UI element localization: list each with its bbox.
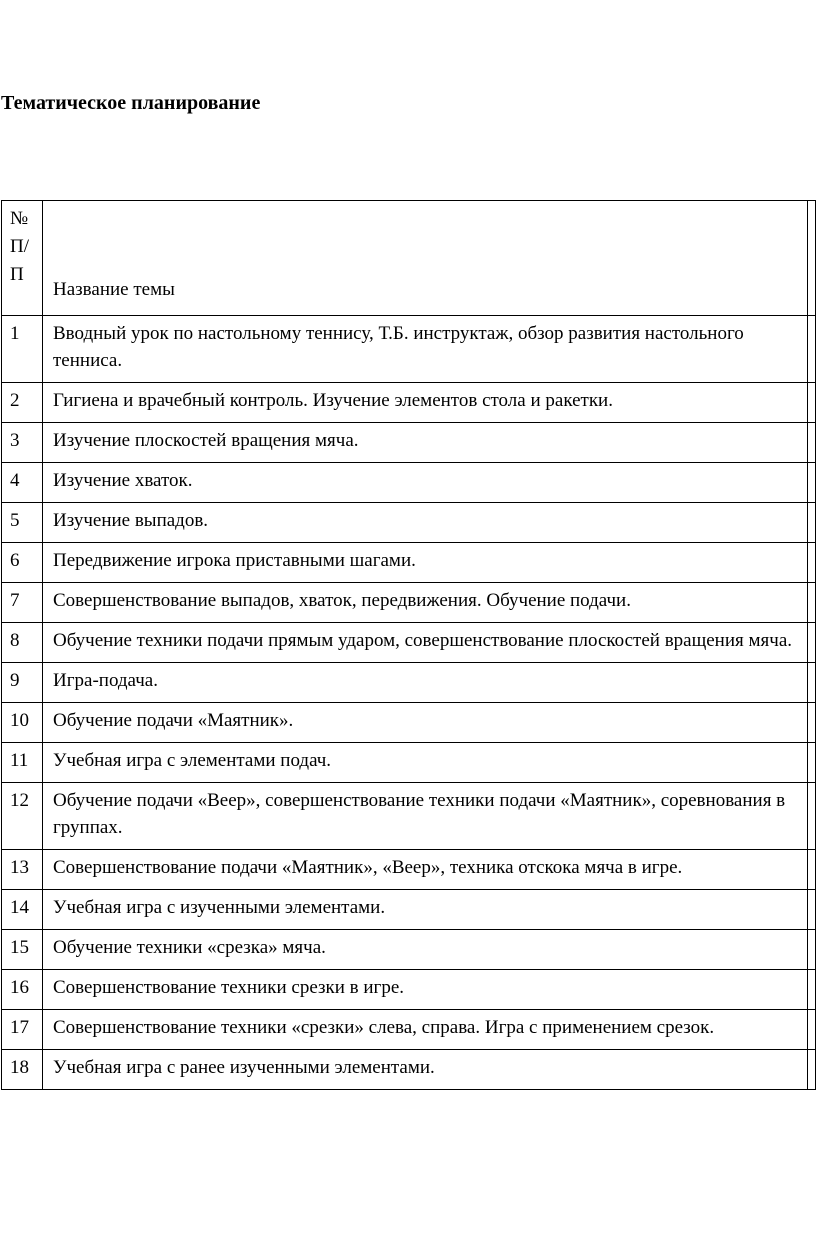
row-extra-cell bbox=[808, 383, 816, 423]
row-extra-cell bbox=[808, 890, 816, 930]
header-number-line2: П/ bbox=[10, 236, 29, 257]
row-extra-cell bbox=[808, 743, 816, 783]
header-number-sign: № bbox=[10, 208, 29, 229]
table-row bbox=[2, 623, 816, 663]
row-number-cell: 13 bbox=[2, 850, 43, 890]
row-extra-cell bbox=[808, 623, 816, 663]
table-row bbox=[2, 316, 816, 383]
row-topic-cell: Совершенствование техники «срезки» слева, справа. Игра с применением срезок. bbox=[43, 1010, 808, 1050]
row-extra-cell bbox=[808, 463, 816, 503]
table-row bbox=[2, 383, 816, 423]
row-extra-cell bbox=[808, 583, 816, 623]
row-number-cell: 7 bbox=[2, 583, 43, 623]
row-extra-cell bbox=[808, 663, 816, 703]
row-topic-cell: Гигиена и врачебный контроль. Изучение элементов стола и ракетки. bbox=[43, 383, 808, 423]
row-topic-cell: Обучение техники «срезка» мяча. bbox=[43, 930, 808, 970]
row-extra-cell bbox=[808, 930, 816, 970]
header-number-cell bbox=[2, 201, 43, 316]
table-row bbox=[2, 783, 816, 850]
row-number-cell: 12 bbox=[2, 783, 43, 850]
row-topic-cell: Учебная игра с изученными элементами. bbox=[43, 890, 808, 930]
header-extra-cell bbox=[808, 201, 816, 316]
row-topic-cell: Совершенствование подачи «Маятник», «Веер», техника отскока мяча в игре. bbox=[43, 850, 808, 890]
row-topic-cell: Игра-подача. bbox=[43, 663, 808, 703]
row-topic-cell: Учебная игра с элементами подач. bbox=[43, 743, 808, 783]
row-topic-cell: Вводный урок по настольному теннису, Т.Б. инструктаж, обзор развития настольного тенниса. bbox=[43, 316, 808, 383]
row-extra-cell bbox=[808, 423, 816, 463]
row-extra-cell bbox=[808, 850, 816, 890]
row-number-cell: 8 bbox=[2, 623, 43, 663]
table-body bbox=[2, 201, 816, 1090]
header-number-line3: П bbox=[10, 264, 24, 285]
row-number-cell: 2 bbox=[2, 383, 43, 423]
table-header-row bbox=[2, 201, 816, 316]
row-extra-cell bbox=[808, 703, 816, 743]
row-number-cell: 9 bbox=[2, 663, 43, 703]
row-extra-cell bbox=[808, 503, 816, 543]
row-number-cell: 15 bbox=[2, 930, 43, 970]
row-number-cell: 10 bbox=[2, 703, 43, 743]
table-row bbox=[2, 890, 816, 930]
table-row bbox=[2, 503, 816, 543]
table-row bbox=[2, 970, 816, 1010]
table-row bbox=[2, 1050, 816, 1090]
document-title: Тематическое планирование bbox=[1, 92, 261, 114]
row-extra-cell bbox=[808, 543, 816, 583]
row-number-cell: 16 bbox=[2, 970, 43, 1010]
row-number-cell: 5 bbox=[2, 503, 43, 543]
table-row bbox=[2, 1010, 816, 1050]
table-row bbox=[2, 463, 816, 503]
row-number-cell: 1 bbox=[2, 316, 43, 383]
header-topic-cell: Название темы bbox=[43, 201, 808, 316]
row-topic-cell: Передвижение игрока приставными шагами. bbox=[43, 543, 808, 583]
row-extra-cell bbox=[808, 1050, 816, 1090]
row-topic-cell: Обучение техники подачи прямым ударом, совершенствование плоскостей вращения мяча. bbox=[43, 623, 808, 663]
table-row bbox=[2, 583, 816, 623]
row-number-cell: 6 bbox=[2, 543, 43, 583]
row-extra-cell bbox=[808, 970, 816, 1010]
row-topic-cell: Совершенствование техники срезки в игре. bbox=[43, 970, 808, 1010]
row-number-cell: 4 bbox=[2, 463, 43, 503]
row-extra-cell bbox=[808, 783, 816, 850]
row-extra-cell bbox=[808, 316, 816, 383]
row-topic-cell: Изучение выпадов. bbox=[43, 503, 808, 543]
table-row bbox=[2, 663, 816, 703]
row-number-cell: 14 bbox=[2, 890, 43, 930]
row-number-cell: 11 bbox=[2, 743, 43, 783]
row-number-cell: 18 bbox=[2, 1050, 43, 1090]
row-topic-cell: Совершенствование выпадов, хваток, передвижения. Обучение подачи. bbox=[43, 583, 808, 623]
table-row bbox=[2, 423, 816, 463]
table-row bbox=[2, 743, 816, 783]
row-topic-cell: Учебная игра с ранее изученными элементами. bbox=[43, 1050, 808, 1090]
thematic-plan-table bbox=[1, 200, 816, 1090]
row-number-cell: 3 bbox=[2, 423, 43, 463]
row-topic-cell: Обучение подачи «Веер», совершенствование техники подачи «Маятник», соревнования в группах. bbox=[43, 783, 808, 850]
row-extra-cell bbox=[808, 1010, 816, 1050]
row-topic-cell: Изучение плоскостей вращения мяча. bbox=[43, 423, 808, 463]
table-row bbox=[2, 543, 816, 583]
row-number-cell: 17 bbox=[2, 1010, 43, 1050]
table-row bbox=[2, 850, 816, 890]
row-topic-cell: Обучение подачи «Маятник». bbox=[43, 703, 808, 743]
table-row bbox=[2, 930, 816, 970]
table-row bbox=[2, 703, 816, 743]
row-topic-cell: Изучение хваток. bbox=[43, 463, 808, 503]
